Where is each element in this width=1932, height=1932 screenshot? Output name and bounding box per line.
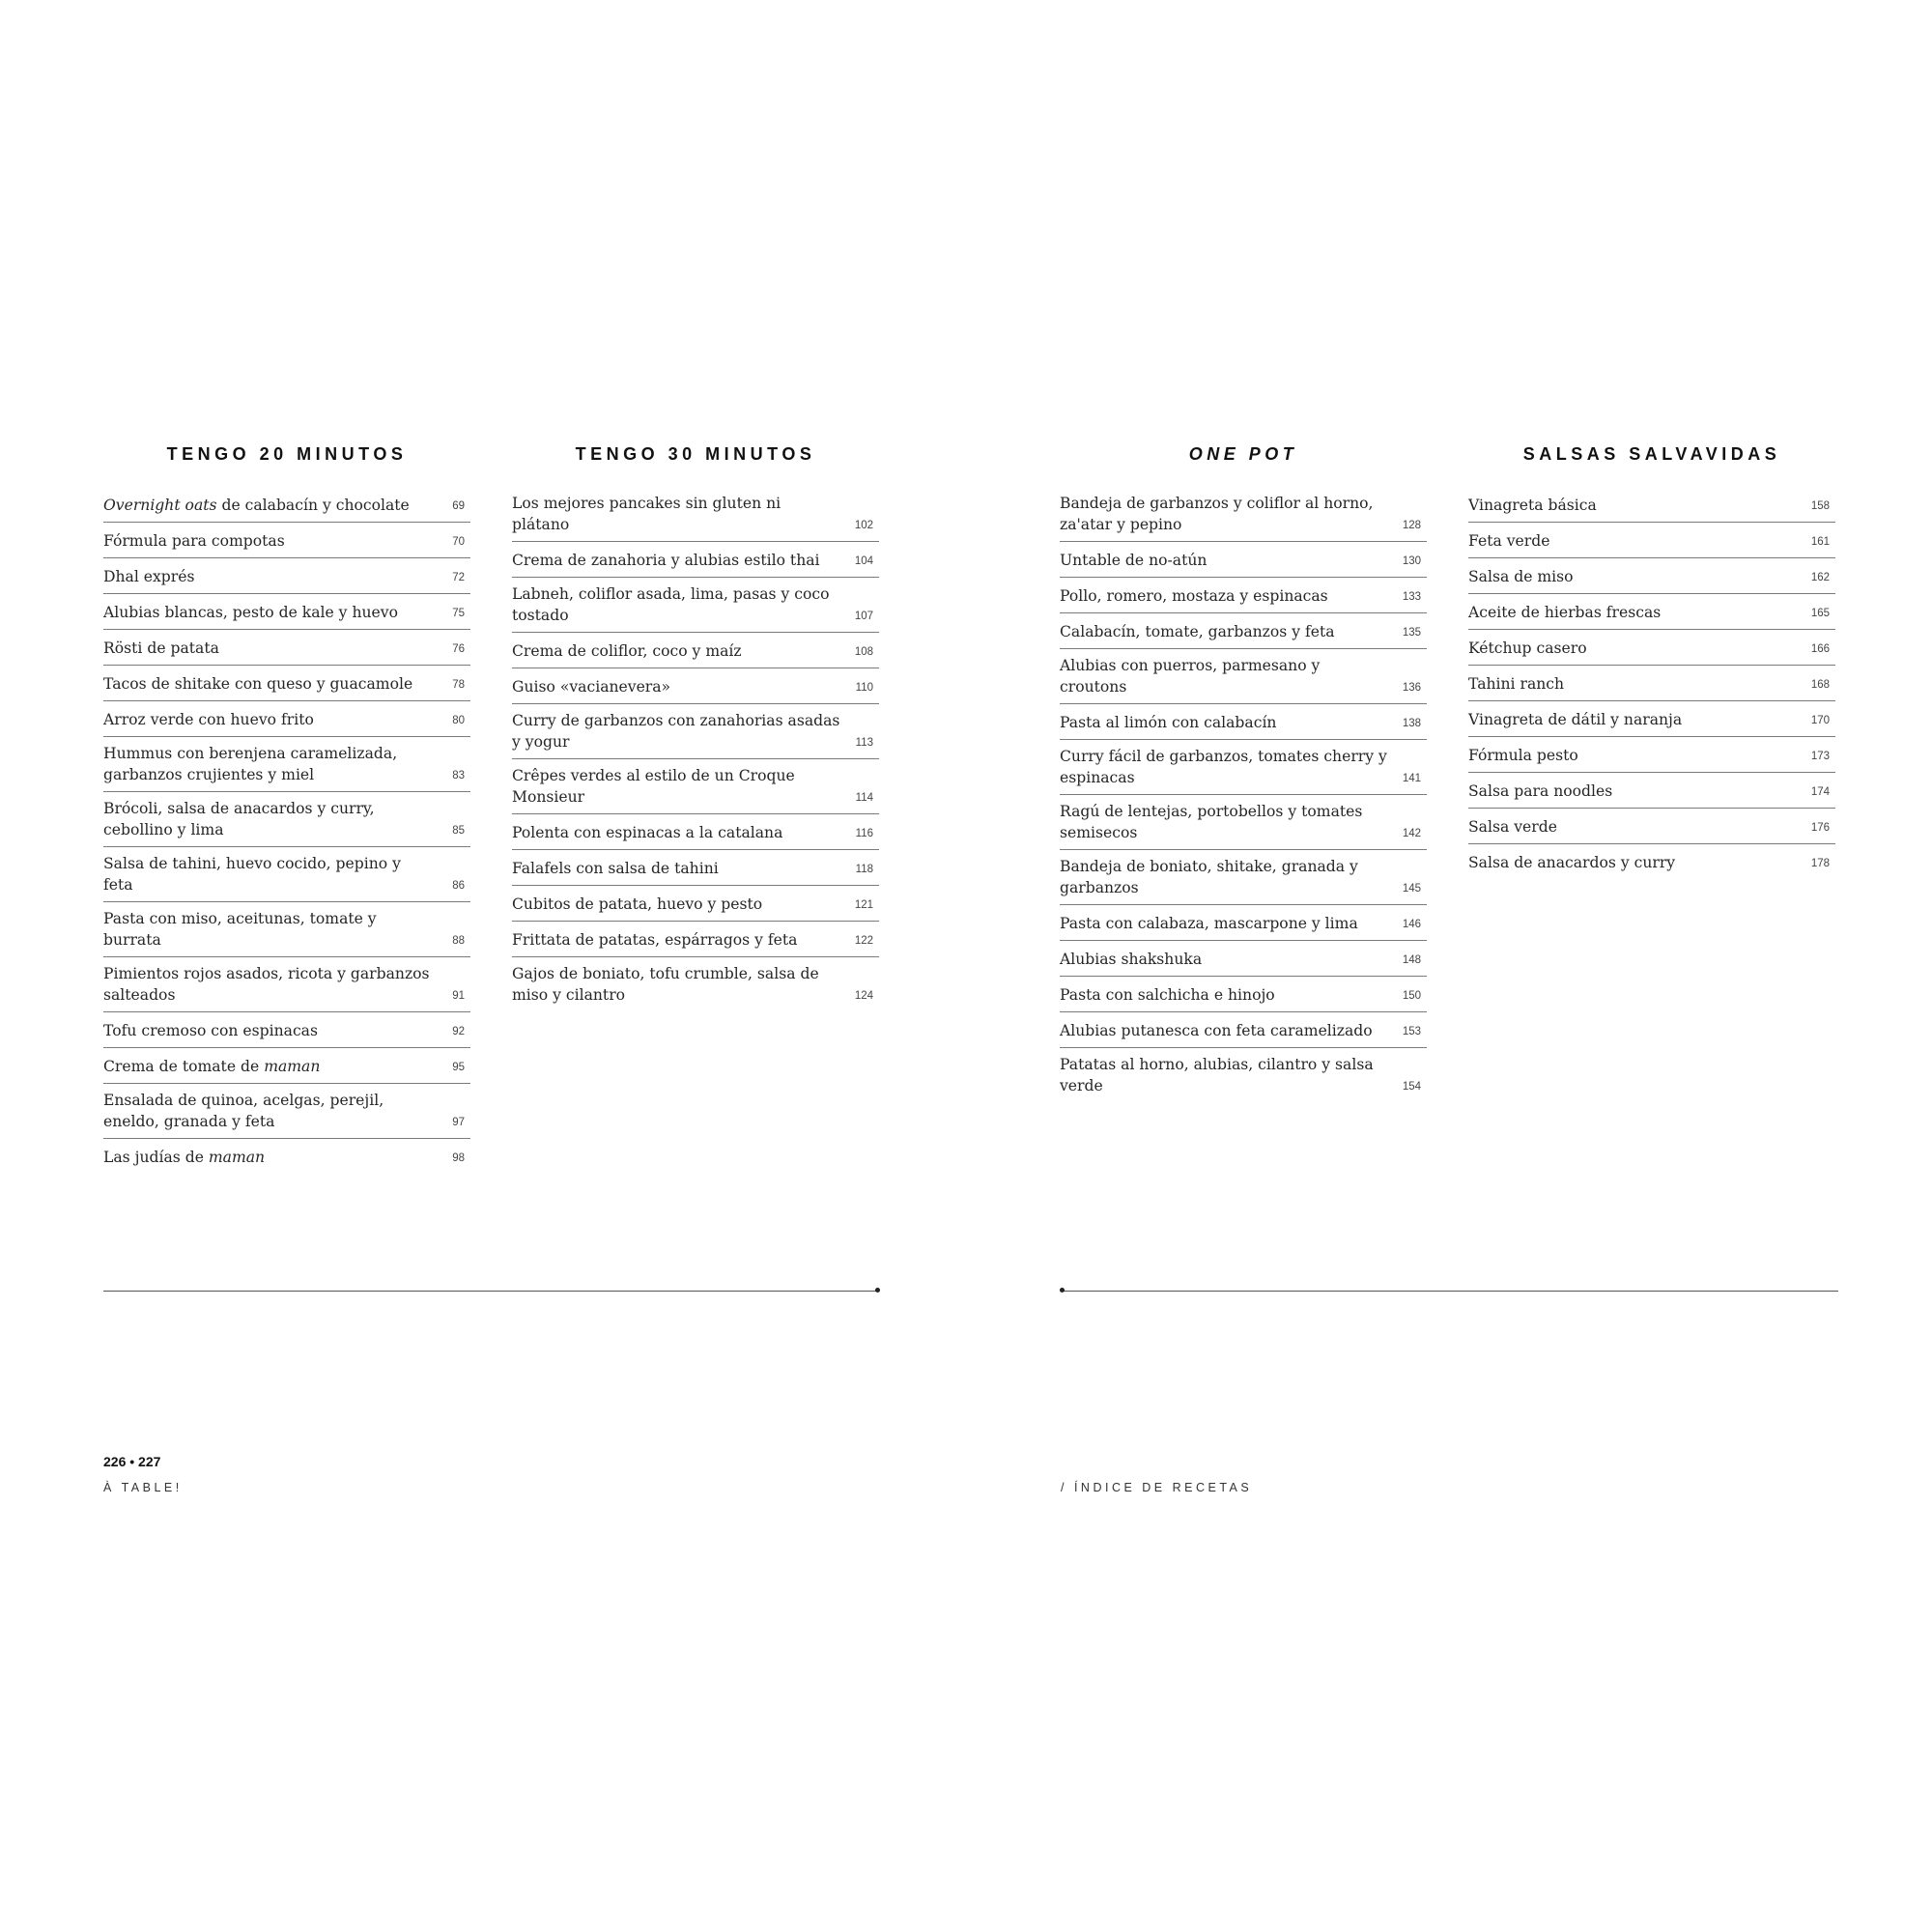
index-entry — [1468, 844, 1835, 879]
index-entry — [1468, 630, 1835, 666]
entry-page-number: 92 — [452, 1026, 465, 1037]
entry-title-text: Alubias con puerros, parmesano y croutons — [1060, 657, 1321, 696]
index-entry — [512, 957, 879, 1011]
entry-title — [1468, 816, 1797, 838]
entry-title — [1060, 801, 1388, 843]
entry-title-text: Crema de tomate de — [103, 1058, 265, 1075]
entry-title-text: Pasta con calabaza, mascarpone y lima — [1060, 915, 1358, 932]
entry-title — [512, 676, 840, 697]
entry-title-text: Dhal exprés — [103, 568, 195, 585]
index-entry — [1060, 795, 1427, 850]
entry-title-text: Hummus con berenjena caramelizada, garbanzos crujientes y miel — [103, 745, 398, 783]
entry-title — [1468, 781, 1797, 802]
entry-page-number: 122 — [854, 935, 873, 947]
entry-list — [512, 487, 879, 1011]
entry-title — [1468, 566, 1797, 587]
entry-title-text: Untable de no-atún — [1060, 552, 1208, 569]
entry-title-text: Vinagreta básica — [1468, 497, 1597, 514]
entry-title — [1060, 856, 1388, 898]
section-heading: SALSAS SALVAVIDAS — [1522, 444, 1781, 464]
entry-title — [103, 495, 432, 516]
entry-title-text: Arroz verde con huevo frito — [103, 711, 314, 728]
entry-title-text: Aceite de hierbas frescas — [1468, 604, 1662, 621]
index-entry — [1468, 701, 1835, 737]
entry-page-number: 78 — [452, 679, 465, 691]
column-salsas-salvavidas — [1468, 444, 1835, 879]
index-entry — [103, 902, 470, 957]
entry-page-number: 124 — [854, 990, 873, 1002]
entry-list — [103, 487, 470, 1174]
section-heading: ONE POT — [1188, 444, 1298, 464]
entry-page-number: 166 — [1810, 643, 1830, 655]
entry-title — [1468, 852, 1797, 873]
entry-page-number: 80 — [452, 715, 465, 726]
index-entry — [103, 737, 470, 792]
entry-title-text: Crema de zanahoria y alubias estilo thai — [512, 552, 820, 569]
entry-title — [1060, 1054, 1388, 1096]
entry-title — [512, 894, 840, 915]
entry-title-text: Frittata de patatas, espárragos y feta — [512, 931, 798, 949]
index-entry — [1060, 941, 1427, 977]
entry-title — [1060, 550, 1388, 571]
section-heading: TENGO 30 MINUTOS — [575, 444, 816, 464]
entry-page-number: 95 — [452, 1062, 465, 1073]
entry-title — [1060, 984, 1388, 1006]
entry-page-number: 108 — [854, 646, 873, 658]
entry-title-text: Curry de garbanzos con zanahorias asadas y yogur — [512, 712, 840, 751]
entry-title — [512, 550, 840, 571]
entry-page-number: 165 — [1810, 608, 1830, 619]
entry-title-text: Pimientos rojos asados, ricota y garbanzos salteados — [103, 965, 430, 1004]
index-entry — [103, 701, 470, 737]
entry-title — [1060, 712, 1388, 733]
entry-title-text: Tofu cremoso con espinacas — [103, 1022, 318, 1039]
entry-title — [1468, 530, 1797, 552]
entry-page-number: 72 — [452, 572, 465, 583]
entry-page-number: 85 — [452, 825, 465, 837]
entry-page-number: 142 — [1402, 828, 1421, 839]
entry-title — [1468, 745, 1797, 766]
entry-page-number: 121 — [854, 899, 873, 911]
index-entry — [1468, 523, 1835, 558]
index-entry — [512, 886, 879, 922]
entry-title — [103, 1056, 432, 1077]
entry-page-number: 114 — [855, 792, 873, 804]
entry-title-text: Gajos de boniato, tofu crumble, salsa de miso y cilantro — [512, 965, 819, 1004]
entry-title-text: Cubitos de patata, huevo y pesto — [512, 895, 763, 913]
entry-title — [1060, 493, 1388, 535]
entry-title-text: Calabacín, tomate, garbanzos y feta — [1060, 623, 1335, 640]
entry-title-text: Pasta con salchicha e hinojo — [1060, 986, 1275, 1004]
entry-title-text: Rösti de patata — [103, 639, 219, 657]
divider-dot-right — [1060, 1288, 1065, 1293]
entry-page-number: 158 — [1810, 500, 1830, 512]
section-heading: TENGO 20 MINUTOS — [166, 444, 408, 464]
entry-title-text: Polenta con espinacas a la catalana — [512, 824, 783, 841]
entry-page-number: 110 — [855, 682, 873, 694]
entry-title-text: Ensalada de quinoa, acelgas, perejil, eneldo, granada y feta — [103, 1092, 384, 1130]
entry-title — [1468, 709, 1797, 730]
index-entry — [1060, 578, 1427, 613]
entry-page-number: 141 — [1402, 773, 1421, 784]
index-entry — [103, 1084, 470, 1139]
entry-title — [103, 673, 432, 695]
index-entry — [1468, 773, 1835, 809]
index-entry — [103, 1012, 470, 1048]
entry-title — [512, 765, 840, 808]
entry-title — [1468, 638, 1797, 659]
entry-title-text: Alubias shakshuka — [1060, 951, 1203, 968]
entry-page-number: 86 — [452, 880, 465, 892]
entry-title — [1060, 1020, 1388, 1041]
entry-title-italic: maman — [264, 1058, 321, 1075]
index-entry — [1468, 558, 1835, 594]
entry-title — [512, 583, 840, 626]
index-entry — [103, 558, 470, 594]
entry-title-text: Salsa para noodles — [1468, 782, 1613, 800]
entry-title-text: Curry fácil de garbanzos, tomates cherry y espinacas — [1060, 748, 1387, 786]
index-entry — [1060, 1012, 1427, 1048]
index-entry — [1060, 613, 1427, 649]
entry-page-number: 168 — [1810, 679, 1830, 691]
entry-page-number: 161 — [1810, 536, 1830, 548]
entry-title-text: Pollo, romero, mostaza y espinacas — [1060, 587, 1328, 605]
entry-title — [512, 822, 840, 843]
index-entry — [1468, 666, 1835, 701]
entry-page-number: 107 — [854, 611, 873, 622]
entry-title-text: Labneh, coliflor asada, lima, pasas y coco tostado — [512, 585, 830, 624]
index-entry — [103, 957, 470, 1012]
entry-title — [512, 963, 840, 1006]
entry-title — [103, 638, 432, 659]
entry-title-text: Alubias putanesca con feta caramelizado — [1060, 1022, 1373, 1039]
entry-title-text: de calabacín y chocolate — [216, 497, 410, 514]
entry-title — [103, 1147, 432, 1168]
entry-title-text: Los mejores pancakes sin gluten ni plátano — [512, 495, 781, 533]
entry-title — [1060, 913, 1388, 934]
entry-title — [103, 853, 432, 895]
index-entry — [103, 666, 470, 701]
index-entry — [103, 1139, 470, 1174]
entry-title — [103, 602, 432, 623]
index-entry — [512, 542, 879, 578]
entry-title-text: Guiso «vacianevera» — [512, 678, 671, 696]
entry-page-number: 138 — [1402, 718, 1421, 729]
entry-page-number: 136 — [1402, 682, 1421, 694]
column-tengo-20-minutos — [103, 444, 470, 1174]
index-entry — [103, 523, 470, 558]
entry-page-number: 133 — [1402, 591, 1421, 603]
entry-title — [103, 709, 432, 730]
entry-title-text: Brócoli, salsa de anacardos y curry, cebollino y lima — [103, 800, 375, 838]
entry-title-text: Vinagreta de dátil y naranja — [1468, 711, 1683, 728]
entry-page-number: 104 — [854, 555, 873, 567]
entry-title — [1060, 949, 1388, 970]
entry-title — [103, 743, 432, 785]
divider-dot-left — [875, 1288, 880, 1293]
index-entry — [512, 633, 879, 668]
entry-title — [1468, 673, 1797, 695]
entry-title-italic: Overnight oats — [103, 497, 217, 514]
index-entry — [512, 759, 879, 814]
entry-title-text: Salsa de anacardos y curry — [1468, 854, 1676, 871]
entry-page-number: 116 — [855, 828, 873, 839]
entry-page-number: 154 — [1402, 1081, 1421, 1093]
entry-title-text: Pasta al limón con calabacín — [1060, 714, 1277, 731]
entry-title-text: Crema de coliflor, coco y maíz — [512, 642, 742, 660]
entry-title — [512, 858, 840, 879]
index-entry — [1060, 740, 1427, 795]
entry-title-text: Salsa de miso — [1468, 568, 1574, 585]
entry-page-number: 118 — [855, 864, 873, 875]
entry-page-number: 91 — [452, 990, 465, 1002]
entry-page-number: 170 — [1810, 715, 1830, 726]
entry-title — [1060, 655, 1388, 697]
index-entry — [1060, 850, 1427, 905]
index-entry — [1468, 737, 1835, 773]
entry-title — [512, 640, 840, 662]
entry-title-text: Fórmula para compotas — [103, 532, 285, 550]
entry-title — [1468, 495, 1797, 516]
entry-title-text: Alubias blancas, pesto de kale y huevo — [103, 604, 398, 621]
entry-page-number: 113 — [855, 737, 873, 749]
index-entry — [1060, 1048, 1427, 1102]
index-entry — [1060, 905, 1427, 941]
index-entry — [103, 487, 470, 523]
entry-title-text: Bandeja de garbanzos y coliflor al horno, za'atar y pepino — [1060, 495, 1374, 533]
index-entry — [103, 847, 470, 902]
entry-title-text: Tahini ranch — [1468, 675, 1565, 693]
entry-title — [512, 493, 840, 535]
entry-title — [512, 710, 840, 753]
entry-page-number: 97 — [452, 1117, 465, 1128]
entry-title-text: Ragú de lentejas, portobellos y tomates semisecos — [1060, 803, 1363, 841]
entry-title — [103, 798, 432, 840]
entry-title-text: Pasta con miso, aceitunas, tomate y burrata — [103, 910, 377, 949]
index-entry — [1060, 649, 1427, 704]
entry-page-number: 150 — [1402, 990, 1421, 1002]
entry-page-number: 102 — [854, 520, 873, 531]
entry-page-number: 69 — [452, 500, 465, 512]
entry-page-number: 174 — [1810, 786, 1830, 798]
entry-title-text: Salsa verde — [1468, 818, 1557, 836]
entry-title — [512, 929, 840, 951]
entry-title-text: Tacos de shitake con queso y guacamole — [103, 675, 413, 693]
index-entry — [1468, 487, 1835, 523]
entry-page-number: 83 — [452, 770, 465, 781]
entry-title — [103, 963, 432, 1006]
entry-page-number: 70 — [452, 536, 465, 548]
entry-page-number: 130 — [1402, 555, 1421, 567]
entry-title-text: Falafels con salsa de tahini — [512, 860, 719, 877]
entry-page-number: 76 — [452, 643, 465, 655]
index-entry — [1060, 977, 1427, 1012]
divider-right — [1063, 1291, 1838, 1292]
running-title-right: / ÍNDICE DE RECETAS — [1061, 1481, 1253, 1494]
index-entry — [103, 594, 470, 630]
entry-page-number: 153 — [1402, 1026, 1421, 1037]
page-numbers: 226 • 227 — [103, 1454, 161, 1469]
entry-title — [1060, 585, 1388, 607]
entry-title-text: Patatas al horno, alubias, cilantro y salsa verde — [1060, 1056, 1374, 1094]
entry-title-italic: maman — [208, 1149, 266, 1166]
entry-page-number: 75 — [452, 608, 465, 619]
index-entry — [103, 630, 470, 666]
entry-page-number: 148 — [1402, 954, 1421, 966]
entry-title-text: Fórmula pesto — [1468, 747, 1578, 764]
index-entry — [512, 668, 879, 704]
entry-title — [103, 566, 432, 587]
column-one-pot — [1060, 444, 1427, 1102]
entry-title-text: Crêpes verdes al estilo de un Croque Monsieur — [512, 767, 795, 806]
entry-title — [103, 1090, 432, 1132]
entry-list — [1060, 487, 1427, 1102]
entry-title-text: Las judías de — [103, 1149, 209, 1166]
entry-title-text: Bandeja de boniato, shitake, granada y garbanzos — [1060, 858, 1358, 896]
index-entry — [1468, 809, 1835, 844]
running-title-left: À TABLE! — [103, 1481, 183, 1494]
entry-title-text: Kétchup casero — [1468, 639, 1587, 657]
index-entry — [1060, 487, 1427, 542]
entry-page-number: 128 — [1402, 520, 1421, 531]
index-entry — [512, 578, 879, 633]
index-entry — [512, 704, 879, 759]
entry-title — [1060, 746, 1388, 788]
index-entry — [512, 922, 879, 957]
entry-title-text: Feta verde — [1468, 532, 1550, 550]
index-entry — [1468, 594, 1835, 630]
entry-title — [103, 1020, 432, 1041]
index-entry — [512, 850, 879, 886]
entry-page-number: 98 — [452, 1152, 465, 1164]
entry-list — [1468, 487, 1835, 879]
entry-page-number: 162 — [1810, 572, 1830, 583]
entry-page-number: 178 — [1810, 858, 1830, 869]
index-entry — [1060, 704, 1427, 740]
entry-title — [103, 530, 432, 552]
entry-page-number: 176 — [1810, 822, 1830, 834]
index-entry — [1060, 542, 1427, 578]
entry-page-number: 145 — [1402, 883, 1421, 895]
entry-title — [103, 908, 432, 951]
index-entry — [103, 1048, 470, 1084]
entry-title — [1468, 602, 1797, 623]
entry-page-number: 146 — [1402, 919, 1421, 930]
entry-title — [1060, 621, 1388, 642]
divider-left — [103, 1291, 878, 1292]
entry-title-text: Salsa de tahini, huevo cocido, pepino y feta — [103, 855, 401, 894]
index-entry — [103, 792, 470, 847]
entry-page-number: 135 — [1402, 627, 1421, 639]
entry-page-number: 173 — [1810, 751, 1830, 762]
index-entry — [512, 814, 879, 850]
entry-page-number: 88 — [452, 935, 465, 947]
column-tengo-30-minutos — [512, 444, 879, 1011]
index-entry — [512, 487, 879, 542]
